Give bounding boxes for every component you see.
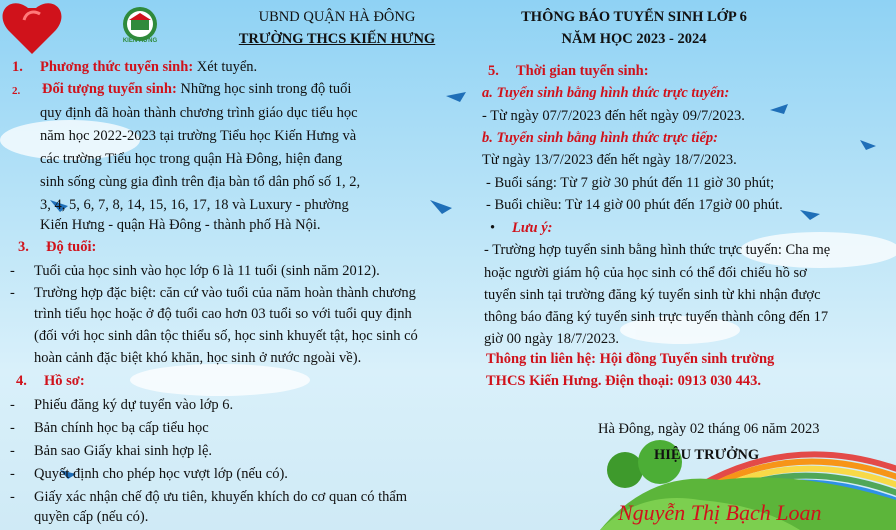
s4-dash-4: - bbox=[10, 466, 15, 482]
school-year: NĂM HỌC 2023 - 2024 bbox=[561, 31, 707, 47]
note-line-2: hoặc người giám hộ của học sinh có thể đối chiếu hồ sơ bbox=[484, 265, 807, 281]
s2-line-3: các trường Tiểu học trong quận Hà Đông, hiện đang bbox=[40, 151, 343, 167]
s4-line-1: Phiếu đăng ký dự tuyển vào lớp 6. bbox=[34, 397, 234, 413]
s2-line bbox=[42, 80, 351, 98]
notice-title: THÔNG BÁO TUYỂN SINH LỚP 6 bbox=[521, 9, 747, 25]
s2-line-4: sinh sống cùng gia đình trên địa bàn tổ dân phố số 1, 2, bbox=[40, 174, 361, 190]
s3-head: Độ tuổi: bbox=[46, 239, 97, 255]
s4-line-3: Bản sao Giấy khai sinh hợp lệ. bbox=[34, 443, 213, 459]
s5-head: Thời gian tuyển sinh: bbox=[516, 63, 649, 79]
s3-dash-2: - bbox=[10, 285, 15, 301]
s3-line-1: Tuổi của học sinh vào học lớp 6 là 11 tuổi (sinh năm 2012). bbox=[34, 263, 380, 279]
s1-text: Xét tuyển. bbox=[193, 59, 258, 75]
note-line-3: tuyển sinh tại trường đăng ký tuyển sinh từ khi nhận được bbox=[484, 287, 821, 303]
s3-num: 3. bbox=[18, 239, 29, 255]
s4-dash-1: - bbox=[10, 397, 15, 413]
sign-date: Hà Đông, ngày 02 tháng 06 năm 2023 bbox=[598, 421, 820, 437]
s2-num: 2. bbox=[12, 85, 21, 97]
s3-line-5: hoàn cảnh đặc biệt khó khăn, học sinh ở nước ngoài về). bbox=[34, 350, 362, 366]
direct-head: b. Tuyển sinh bằng hình thức trực tiếp: bbox=[482, 130, 718, 146]
s2-line-2: năm học 2022-2023 tại trường Tiểu học Kiến Hưng và bbox=[40, 128, 357, 144]
s3-line-2: Trường hợp đặc biệt: căn cứ vào tuổi của năm hoàn thành chương bbox=[34, 285, 416, 301]
s4-dash-3: - bbox=[10, 443, 15, 459]
note-bullet: • bbox=[490, 220, 496, 236]
direct-dates: Từ ngày 13/7/2023 đến hết ngày 18/7/2023. bbox=[482, 152, 737, 168]
s1-line bbox=[40, 58, 257, 76]
s2-line-5: 3, 4, 5, 6, 7, 8, 14, 15, 16, 17, 18 và Luxury - phường bbox=[40, 197, 349, 213]
s4-line-6: quyền cấp (nếu có). bbox=[34, 509, 149, 525]
signer-title: HIỆU TRƯỞNG bbox=[654, 447, 760, 463]
s2-text: Những học sinh trong độ tuổi bbox=[176, 81, 352, 97]
s4-line-2: Bản chính học bạ cấp tiểu học bbox=[34, 420, 209, 436]
contact-line-1: Thông tin liên hệ: Hội đồng Tuyển sinh trường bbox=[486, 351, 775, 367]
s4-dash-5: - bbox=[10, 489, 15, 505]
note-line-5: giờ 00 ngày 18/7/2023. bbox=[484, 331, 619, 347]
s1-num: 1. bbox=[12, 59, 23, 75]
s2-line-1: quy định đã hoàn thành chương trình giáo dục tiểu học bbox=[40, 105, 358, 121]
s5-num: 5. bbox=[488, 63, 499, 79]
online-dates: - Từ ngày 07/7/2023 đến hết ngày 09/7/2023. bbox=[482, 108, 745, 124]
header-org: UBND QUẬN HÀ ĐÔNG bbox=[258, 9, 416, 25]
s3-line-3: trình tiểu học hoặc ở độ tuổi cao hơn 03 tuổi so với tuổi quy định bbox=[34, 306, 412, 322]
morning-hours: - Buổi sáng: Từ 7 giờ 30 phút đến 11 giờ 30 phút; bbox=[486, 175, 775, 191]
s4-num: 4. bbox=[16, 373, 27, 389]
s4-line-5: Giấy xác nhận chế độ ưu tiên, khuyến khích do cơ quan có thẩm bbox=[34, 489, 408, 505]
s4-line-4: Quyết định cho phép học vượt lớp (nếu có). bbox=[34, 466, 288, 482]
contact-line-2: THCS Kiến Hưng. Điện thoại: 0913 030 443. bbox=[486, 373, 761, 389]
signature: Nguyễn Thị Bạch Loan bbox=[618, 500, 822, 525]
s3-dash-1: - bbox=[10, 263, 15, 279]
note-line-1: - Trường hợp tuyển sinh bằng hình thức trực tuyến: Cha mẹ bbox=[484, 242, 831, 258]
afternoon-hours: - Buổi chiều: Từ 14 giờ 00 phút đến 17giờ 00 phút. bbox=[486, 197, 783, 213]
header-school: TRƯỜNG THCS KIẾN HƯNG bbox=[238, 31, 436, 47]
s3-line-4: (đối với học sinh dân tộc thiểu số, học sinh khuyết tật, học sinh có bbox=[34, 328, 418, 344]
s2-head: Đối tượng tuyển sinh: bbox=[42, 81, 177, 97]
online-head: a. Tuyển sinh bằng hình thức trực tuyến: bbox=[482, 85, 730, 101]
s4-head: Hồ sơ: bbox=[44, 373, 85, 389]
note-line-4: thông báo đăng ký tuyển sinh trực tuyến thành công đến 17 bbox=[484, 309, 829, 325]
s1-head: Phương thức tuyển sinh: bbox=[40, 59, 194, 75]
note-head: Lưu ý: bbox=[512, 220, 553, 236]
school-logo-text: KIẾN HƯNG bbox=[122, 38, 158, 44]
school-logo bbox=[116, 6, 164, 46]
s4-dash-2: - bbox=[10, 420, 15, 436]
s2-line-6: Kiến Hưng - quận Hà Đông - thành phố Hà Nội. bbox=[40, 217, 321, 233]
